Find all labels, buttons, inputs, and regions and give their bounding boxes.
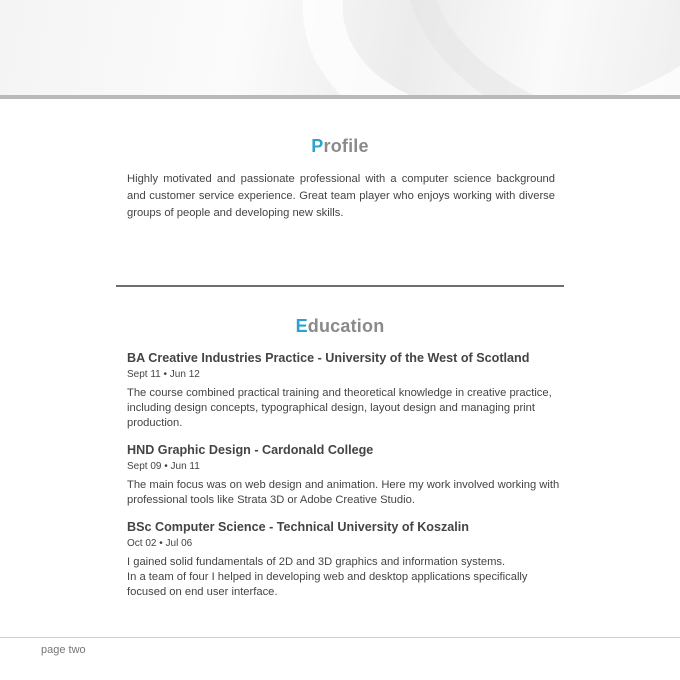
education-heading: BSc Computer Science - Technical University of Koszalin xyxy=(127,520,469,534)
education-description: The main focus was on web design and animation. Here my work involved working with professional tools like Strata 3D or Adobe Creative Studio. xyxy=(127,479,560,506)
footer-divider xyxy=(0,637,680,638)
education-title-rest: ducation xyxy=(307,316,385,336)
education-dates: Oct 02 • Jul 06 xyxy=(127,538,193,549)
education-entry xyxy=(127,517,567,600)
education-entry xyxy=(127,440,567,508)
header-divider xyxy=(0,95,680,99)
education-heading: HND Graphic Design - Cardonald College xyxy=(127,443,374,457)
profile-text: Highly motivated and passionate professional with a computer science background and customer service experience. Great team player who enjoys working with diverse groups of people and developing new skills. xyxy=(127,173,555,219)
education-heading: BA Creative Industries Practice - University of the West of Scotland xyxy=(127,351,530,365)
education-description: The course combined practical training and theoretical knowledge in creative practice, including design concepts, typographical design, layout design and managing print production. xyxy=(127,387,552,429)
education-list xyxy=(127,348,567,609)
education-dates: Sept 11 • Jun 12 xyxy=(127,369,200,380)
profile-section-title xyxy=(0,136,680,157)
profile-title-initial: P xyxy=(311,136,324,156)
header-banner xyxy=(0,0,680,96)
education-dates: Sept 09 • Jun 11 xyxy=(127,461,200,472)
section-divider xyxy=(116,285,564,287)
education-section-title xyxy=(0,316,680,337)
education-description: I gained solid fundamentals of 2D and 3D graphics and information systems. In a team of four I helped in developing web and desktop applications specifically focused on end user interface. xyxy=(127,556,528,598)
profile-title-rest: rofile xyxy=(323,136,369,156)
page-number-label: page two xyxy=(41,644,86,656)
education-title-initial: E xyxy=(295,316,308,336)
education-entry xyxy=(127,348,567,431)
